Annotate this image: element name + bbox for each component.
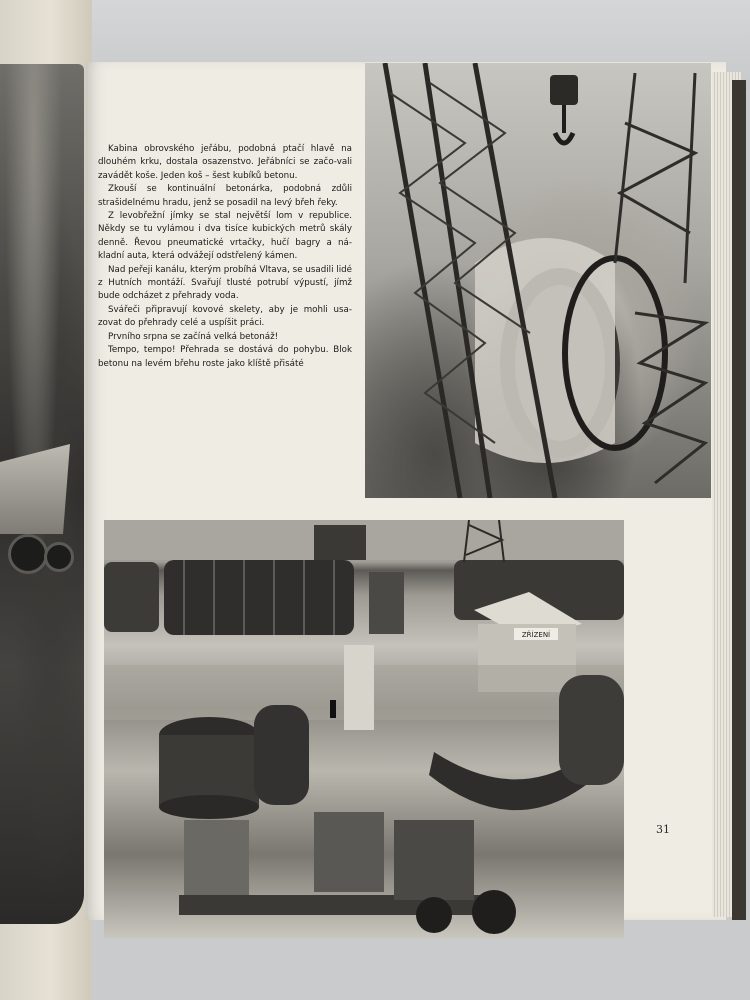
photo-crane-pipe bbox=[365, 63, 711, 498]
paragraph: Tempo, tempo! Přehrada se dostává do pohybu. Blok betonu na levém břehu roste jako klíště přisáté bbox=[98, 345, 352, 369]
paragraph: Z levobřežní jímky se stal největší lom v republice. Někdy se tu vylámou i dva tisíce kubických metrů skály denně. Řevou pneumatické vrtačky, hučí bagry a ná-kladní auta, která odvážejí odstřelený kámen. bbox=[98, 211, 352, 262]
body-text bbox=[98, 143, 352, 371]
paragraph: Svářeči připravují kovové skelety, aby je mohli usa-zovat do přehrady celé a uspíšit práci. bbox=[98, 304, 352, 329]
truck-wheel bbox=[8, 534, 48, 574]
paragraph: Zkouší se kontinuální betonárka, podobná zdůli strašidelnému hradu, jenž se posadil na levý břeh řeky. bbox=[98, 184, 352, 208]
truck-wheel bbox=[44, 542, 74, 572]
photo-crane-pipe-drawing bbox=[365, 63, 711, 498]
paragraph: Prvního srpna se začíná velká betonáž! bbox=[108, 331, 279, 342]
hut-sign-text: ZŘÍZENÍ bbox=[521, 631, 551, 639]
dump-truck-shape bbox=[0, 444, 70, 534]
left-page-photo bbox=[0, 64, 84, 924]
photo-construction-site-drawing bbox=[104, 520, 624, 938]
book-cover-edge bbox=[732, 80, 746, 920]
paragraph: Kabina obrovského jeřábu, podobná ptačí hlavě na dlouhém krku, dostala osazenstvo. Jeřábníci se začo-vali zavádět koše. Jeden koš – šest kubíků betonu. bbox=[98, 144, 352, 181]
page-number: 31 bbox=[656, 823, 670, 836]
paragraph: Nad peřeji kanálu, kterým probíhá Vltava, se usadili lidé z Hutních montáží. Svařují tlusté potrubí výpustí, jímž bude odcházet z přehrady voda. bbox=[98, 264, 352, 302]
photo-construction-site bbox=[104, 520, 624, 938]
left-page bbox=[0, 0, 92, 1000]
